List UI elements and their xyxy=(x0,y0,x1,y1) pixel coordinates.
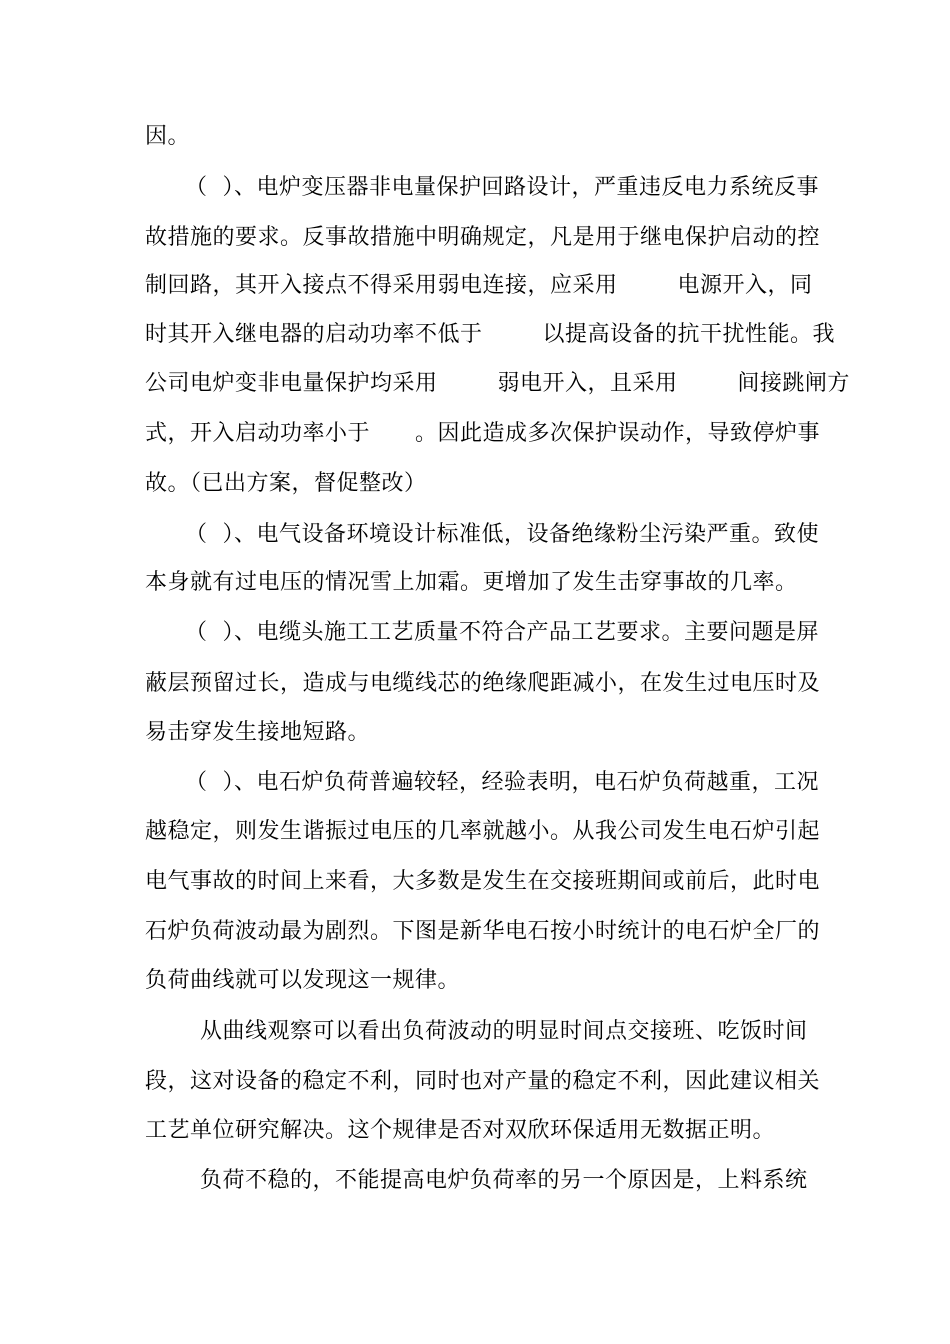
text-line-7: 式，开入启动功率小于 。因此造成多次保护误动作，导致停炉事 xyxy=(145,421,820,446)
text-line-2: （ ）、电炉变压器非电量保护回路设计，严重违反电力系统反事 xyxy=(185,175,819,200)
text-line-22: 负荷不稳的，不能提高电炉负荷率的另一个原因是，上料系统 xyxy=(200,1168,808,1193)
text-line-17: 石炉负荷波动最为剧烈。下图是新华电石按小时统计的电石炉全厂的 xyxy=(145,919,821,944)
text-line-20: 段，这对设备的稳定不利，同时也对产量的稳定不利，因此建议相关 xyxy=(145,1069,821,1094)
text-line-11: （ ）、电缆头施工工艺质量不符合产品工艺要求。主要问题是屏 xyxy=(185,620,819,645)
text-line-10: 本身就有过电压的情况雪上加霜。更增加了发生击穿事故的几率。 xyxy=(145,570,798,595)
text-line-15: 越稳定，则发生谐振过电压的几率就越小。从我公司发生电石炉引起 xyxy=(145,819,821,844)
text-line-19: 从曲线观察可以看出负荷波动的明显时间点交接班、吃饭时间 xyxy=(200,1019,808,1044)
text-line-21: 工艺单位研究解决。这个规律是否对双欣环保适用无数据正明。 xyxy=(145,1118,776,1143)
text-line-8: 故。（已出方案，督促整改） xyxy=(145,471,427,496)
text-line-13: 易击穿发生接地短路。 xyxy=(145,720,371,745)
text-line-9: （ ）、电气设备环境设计标准低，设备绝缘粉尘污染严重。致使 xyxy=(185,522,819,547)
text-line-14: （ ）、电石炉负荷普遍较轻，经验表明，电石炉负荷越重，工况 xyxy=(185,770,819,795)
text-line-6: 公司电炉变非电量保护均采用 弱电开入，且采用 间接跳闸方 xyxy=(145,371,850,396)
text-line-12: 蔽层预留过长，造成与电缆线芯的绝缘爬距减小，在发生过电压时及 xyxy=(145,671,821,696)
text-line-3: 故措施的要求。反事故措施中明确规定，凡是用于继电保护启动的控 xyxy=(145,225,821,250)
text-line-18: 负荷曲线就可以发现这一规律。 xyxy=(145,968,461,993)
text-line-1: 因。 xyxy=(145,124,191,149)
text-line-5: 时其开入继电器的启动功率不低于 以提高设备的抗干扰性能。我 xyxy=(145,322,835,347)
text-line-4: 制回路，其开入接点不得采用弱电连接，应采用 电源开入，同 xyxy=(145,273,813,298)
text-line-16: 电气事故的时间上来看，大多数是发生在交接班期间或前后，此时电 xyxy=(145,869,821,894)
